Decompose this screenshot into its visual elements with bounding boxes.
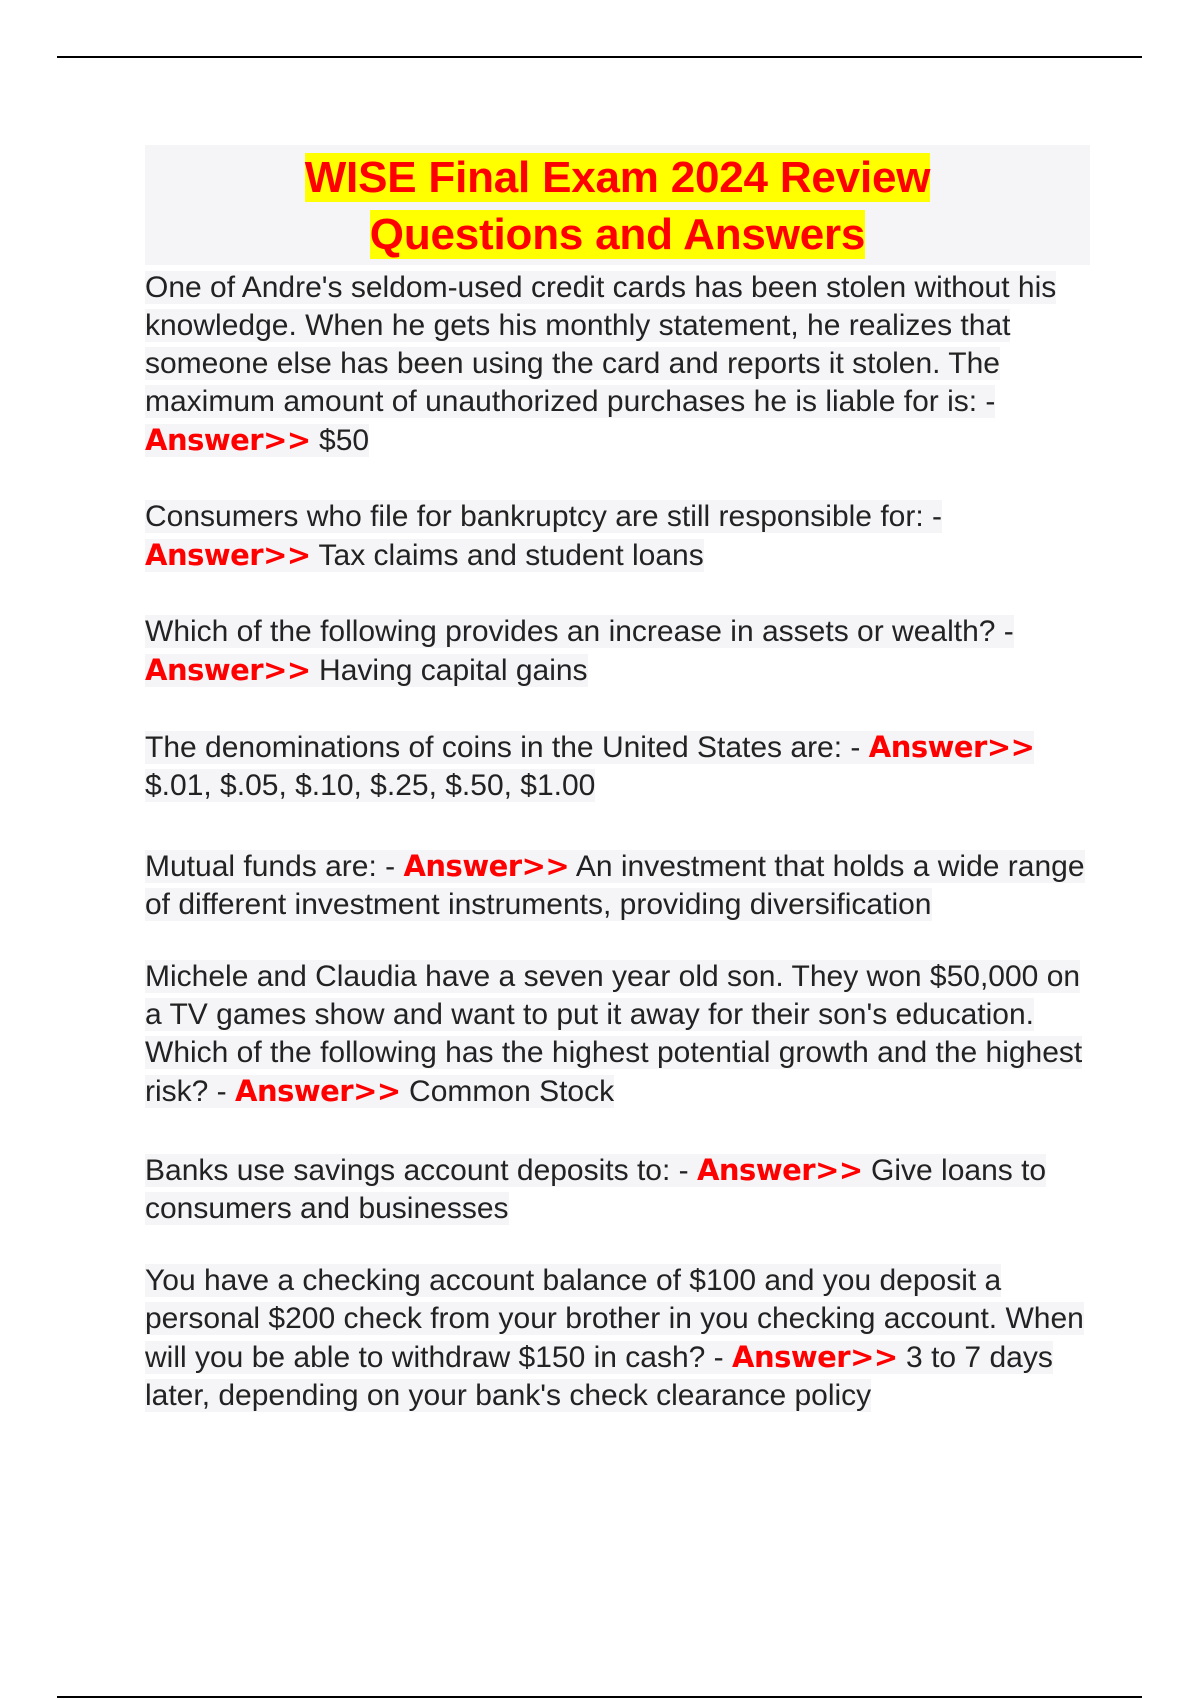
answer-text: Common Stock [400,1075,615,1108]
answer-text: 3 to 7 days later, depending on your bank's check clearance policy [145,1341,1053,1412]
qa-item [145,1151,1090,1228]
answer-text: Tax claims and student loans [310,539,704,572]
question-text: Mutual funds are: - [145,850,404,883]
answer-marker: Answer>> [145,538,311,572]
answer-text: Having capital gains [310,654,588,687]
document-title [145,145,1090,265]
answer-marker: Answer>> [732,1340,898,1374]
question-text: You have a checking account balance of $100 and you deposit a personal $200 check from your brother in you checking account. When will you be able to withdraw $150 in cash? - [145,1264,1084,1374]
answer-marker: Answer>> [145,653,311,687]
document-body [145,145,1090,1415]
qa-item [145,1262,1090,1415]
answer-text: $.01, $.05, $.10, $.25, $.50, $1.00 [145,769,596,802]
question-text: Michele and Claudia have a seven year old son. They won $50,000 on a TV games show and want to put it away for their son's education. Which of the following has the highest potential growth and the highest risk? - [145,960,1083,1108]
answer-text: An investment that holds a wide range of different investment instruments, providing diversification [145,850,1085,921]
footer-rule [57,1696,1142,1698]
answer-marker: Answer>> [696,1153,863,1187]
qa-item [145,498,1090,575]
question-text: Which of the following provides an increase in assets or wealth? - [145,615,1014,648]
title-line-2: Questions and Answers [369,210,866,259]
qa-item [145,613,1090,690]
question-text: The denominations of coins in the United States are: - [145,731,869,764]
question-text: Banks use savings account deposits to: - [145,1154,697,1187]
qa-item [145,728,1090,805]
question-text: Consumers who file for bankruptcy are still responsible for: - [145,500,942,533]
answer-marker: Answer>> [868,730,1035,764]
answer-marker: Answer>> [235,1074,401,1108]
question-text: One of Andre's seldom-used credit cards has been stolen without his knowledge. When he gets his monthly statement, he realizes that someone else has been using the card and reports it stolen. The maximum amount of unauthorized purchases he is liable for is: - [145,271,1057,418]
header-rule [57,56,1142,58]
title-line-1: WISE Final Exam 2024 Review [304,153,931,202]
answer-text: Give loans to consumers and businesses [145,1154,1047,1225]
qa-item [145,269,1090,460]
answer-text: $50 [310,424,370,457]
qa-item [145,958,1090,1111]
answer-marker: Answer>> [403,849,570,883]
answer-marker: Answer>> [145,423,311,457]
qa-item [145,847,1090,924]
